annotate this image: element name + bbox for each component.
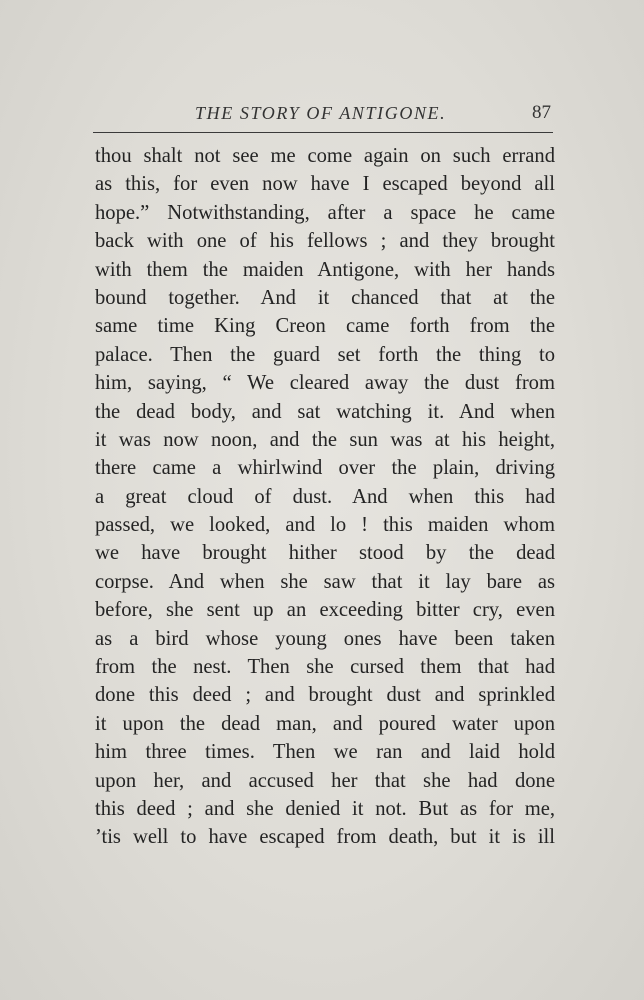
text-line: we have brought hither stood by the dead bbox=[95, 542, 555, 565]
text-line: with them the maiden Antigone, with her hands bbox=[95, 258, 555, 281]
text-line: before, she sent up an exceeding bitter cry, even bbox=[95, 599, 555, 622]
text-line: as a bird whose young ones have been taken bbox=[95, 627, 555, 650]
text-line: bound together. And it chanced that at the bbox=[95, 286, 555, 309]
text-line: thou shalt not see me come again on such errand bbox=[95, 145, 555, 167]
text-line: as this, for even now have I escaped beyond all bbox=[95, 173, 555, 196]
text-line: same time King Creon came forth from the bbox=[95, 315, 555, 338]
text-line: it was now noon, and the sun was at his height, bbox=[95, 428, 555, 451]
text-line: upon her, and accused her that she had done bbox=[95, 769, 555, 792]
text-line: passed, we looked, and lo ! this maiden whom bbox=[95, 514, 555, 537]
text-line: from the nest. Then she cursed them that had bbox=[95, 656, 555, 679]
text-line: palace. Then the guard set forth the thing to bbox=[95, 343, 555, 366]
running-head bbox=[95, 100, 553, 130]
text-line: there came a whirlwind over the plain, driving bbox=[95, 457, 555, 480]
text-line: a great cloud of dust. And when this had bbox=[95, 485, 555, 508]
text-line: him, saying, “ We cleared away the dust from bbox=[95, 372, 555, 395]
text-line: him three times. Then we ran and laid hold bbox=[95, 741, 555, 764]
page-number: 87 bbox=[532, 102, 551, 123]
text-line: hope.” Notwithstanding, after a space he came bbox=[95, 201, 555, 224]
text-line: corpse. And when she saw that it lay bare as bbox=[95, 570, 555, 593]
text-line: back with one of his fellows ; and they brought bbox=[95, 230, 555, 253]
text-line: this deed ; and she denied it not. But as for me, bbox=[95, 797, 555, 820]
text-line: done this deed ; and brought dust and sprinkled bbox=[95, 684, 555, 707]
text-line: it upon the dead man, and poured water upon bbox=[95, 712, 555, 735]
text-line: ’tis well to have escaped from death, but it is ill bbox=[95, 826, 555, 849]
header-rule bbox=[93, 132, 553, 133]
text-line: the dead body, and sat watching it. And when bbox=[95, 400, 555, 423]
running-title: THE STORY OF ANTIGONE. bbox=[195, 103, 447, 123]
body-text bbox=[95, 142, 555, 852]
